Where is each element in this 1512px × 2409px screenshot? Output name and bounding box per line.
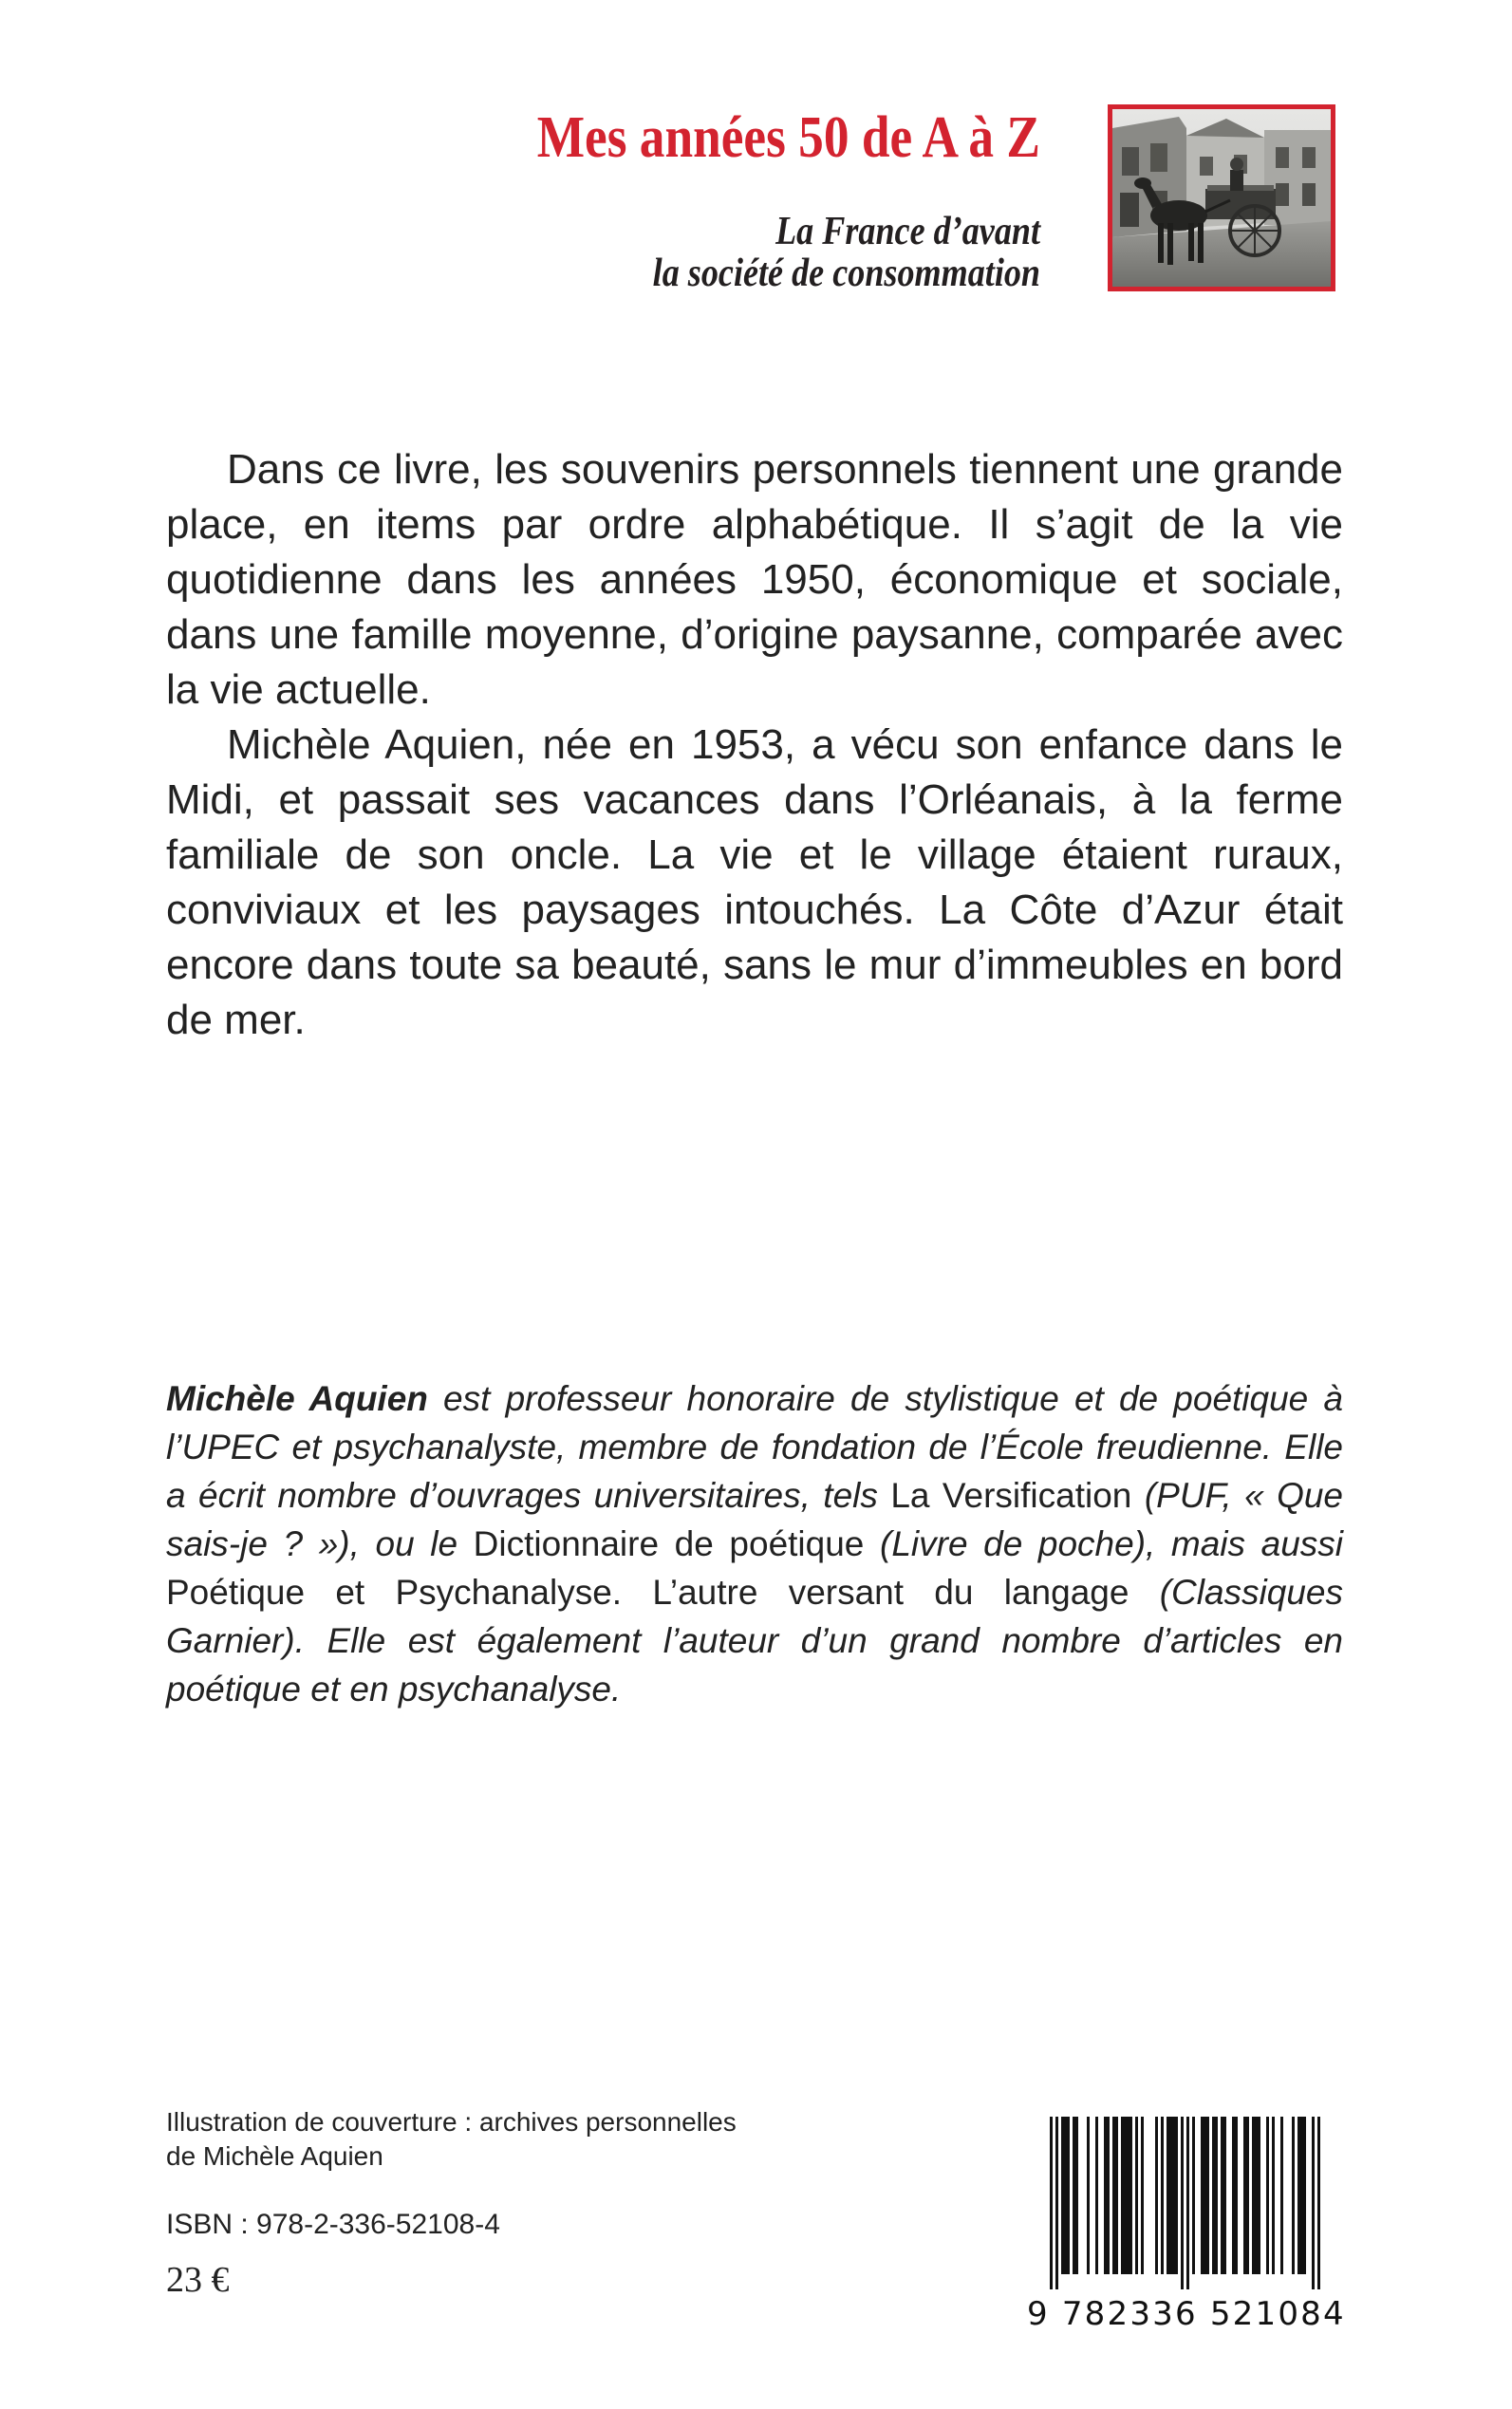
barcode-bar (1317, 2117, 1320, 2289)
bio-text-4: (Classiques Garnier). Elle est également l’auteur d’un grand nombre d’articles en poétique et en psychanalyse. (166, 1573, 1344, 1709)
barcode-bar (1104, 2117, 1107, 2274)
author-name: Michèle Aquien (166, 1379, 428, 1418)
barcode-bar (1303, 2117, 1306, 2274)
barcode-bar (1312, 2117, 1315, 2289)
barcode-bar (1266, 2117, 1269, 2274)
barcode-bar (1297, 2117, 1300, 2274)
barcode-bars (1027, 2117, 1331, 2289)
barcode-bar (1172, 2117, 1175, 2274)
barcode-bar (1112, 2117, 1115, 2274)
barcode-bar (1192, 2117, 1195, 2274)
horse-cart-photo (1112, 109, 1331, 287)
bio-work-1: La Versification (890, 1476, 1132, 1515)
barcode-bar (1129, 2117, 1132, 2274)
barcode-bar (1181, 2117, 1184, 2289)
barcode-bar (1223, 2117, 1226, 2274)
book-title: Mes années 50 de A à Z (536, 105, 1040, 170)
barcode-bar (1243, 2117, 1246, 2274)
barcode-bar (1167, 2117, 1169, 2274)
barcode-bar (1280, 2117, 1283, 2274)
barcode-bar (1107, 2117, 1110, 2274)
barcode-bar (1169, 2117, 1172, 2274)
bio-work-3: Poétique et Psychanalyse. L’autre versant du langage (166, 1573, 1129, 1612)
subtitle-line-1: La France d’avant (775, 210, 1040, 253)
barcode-bar (1127, 2117, 1129, 2274)
bio-text-1: est professeur honoraire de stylistique et de poétique à l’UPEC et psychanalyste, membre de fondation de l’École freudienne. Elle a écrit nombre d’ouvrages universitaires, tels (166, 1379, 1343, 1515)
barcode-bar (1221, 2117, 1223, 2274)
book-blurb (166, 442, 1343, 1048)
bio-text-3: (Livre de poche), mais aussi (864, 1524, 1344, 1563)
barcode-bar (1075, 2117, 1078, 2274)
barcode-bar (1135, 2117, 1138, 2274)
barcode-bar (1246, 2117, 1249, 2274)
barcode-bar (1300, 2117, 1303, 2274)
cover-header (161, 104, 1040, 294)
author-bio (166, 1374, 1343, 1713)
barcode-bar (1067, 2117, 1070, 2274)
bio-text-2: (PUF, « Que sais-je ? »), ou le (166, 1476, 1344, 1563)
barcode-bar (1204, 2117, 1206, 2274)
blurb-paragraph-2: Michèle Aquien, née en 1953, a vécu son enfance dans le Midi, et passait ses vacances dans l’Orléanais, à la ferme familiale de son oncle. La vie et le village étaient ruraux, conviviaux et les paysages intouchés. La Côte d’Azur était encore dans toute sa beauté, sans le mur d’immeubles en bord de mer. (166, 721, 1343, 1043)
barcode-bar (1115, 2117, 1118, 2274)
price-text: 23 € (166, 2260, 230, 2300)
barcode-bar (1232, 2117, 1235, 2274)
barcode-bar (1255, 2117, 1258, 2274)
cover-photo (1108, 104, 1335, 291)
isbn-text: ISBN : 978-2-336-52108-4 (166, 2209, 500, 2240)
barcode-bar (1201, 2117, 1204, 2274)
barcode-bar (1141, 2117, 1144, 2274)
barcode-bar (1186, 2117, 1189, 2289)
barcode-bar (1252, 2117, 1255, 2274)
barcode-bar (1258, 2117, 1260, 2274)
barcode-bar (1121, 2117, 1124, 2274)
barcode-bar (1073, 2117, 1075, 2274)
barcode-bar (1235, 2117, 1238, 2274)
barcode-bar (1206, 2117, 1209, 2274)
credit-line-2: de Michèle Aquien (166, 2141, 383, 2171)
barcode-bar (1161, 2117, 1164, 2274)
barcode-bar (1061, 2117, 1064, 2274)
cover-illustration-credit (166, 2105, 887, 2174)
barcode-bar (1155, 2117, 1158, 2274)
credit-line-1: Illustration de couverture : archives personnelles (166, 2107, 737, 2137)
author-bio-paragraph (166, 1374, 1343, 1713)
barcode-bar (1175, 2117, 1178, 2274)
barcode-bar (1050, 2117, 1053, 2289)
subtitle-line-2: la société de consommation (652, 252, 1040, 295)
barcode-bar (1124, 2117, 1127, 2274)
barcode-bar (1215, 2117, 1218, 2274)
barcode-digits: 9 782336 521084 (1027, 2295, 1346, 2333)
barcode-bar (1087, 2117, 1090, 2274)
barcode-bar (1212, 2117, 1215, 2274)
bio-work-2: Dictionnaire de poétique (473, 1524, 865, 1563)
barcode-bar (1292, 2117, 1295, 2274)
barcode-bar (1064, 2117, 1067, 2274)
barcode-bar (1095, 2117, 1098, 2274)
barcode-bar (1055, 2117, 1058, 2289)
book-subtitle (285, 211, 1040, 294)
blurb-paragraph-1: Dans ce livre, les souvenirs personnels tiennent une grande place, en items par ordre alphabétique. Il s’agit de la vie quotidienne dans les années 1950, économique et sociale, dans une famille moyenne, d’origine paysanne, comparée avec la vie actuelle. (166, 446, 1343, 713)
isbn-barcode (1027, 2117, 1346, 2344)
barcode-bar (1272, 2117, 1275, 2274)
